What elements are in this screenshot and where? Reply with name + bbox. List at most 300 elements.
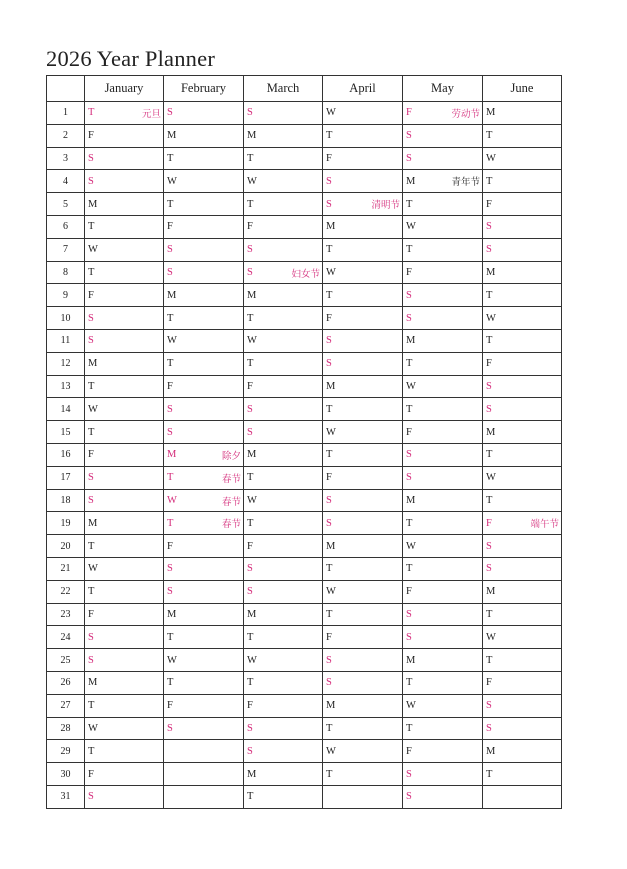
table-row	[47, 535, 562, 558]
day-cell	[164, 352, 244, 375]
weekday-letter: S	[406, 152, 412, 164]
day-cell	[483, 557, 562, 580]
day-cell	[323, 238, 403, 261]
day-cell	[85, 307, 164, 330]
weekday-letter: W	[326, 745, 336, 757]
weekday-letter: M	[406, 175, 416, 187]
weekday-letter: S	[486, 403, 492, 415]
day-cell	[323, 785, 403, 808]
day-cell	[164, 170, 244, 193]
weekday-letter: T	[247, 152, 254, 164]
day-cell	[403, 649, 483, 672]
day-cell	[403, 421, 483, 444]
day-cell	[483, 535, 562, 558]
weekday-letter: F	[486, 358, 492, 370]
weekday-letter: M	[88, 677, 98, 689]
day-number: 20	[47, 535, 85, 558]
weekday-letter: T	[247, 358, 254, 370]
holiday-label: 除夕	[221, 450, 241, 462]
weekday-letter: T	[167, 472, 174, 484]
day-cell	[403, 557, 483, 580]
day-cell	[483, 466, 562, 489]
day-cell	[164, 740, 244, 763]
day-cell	[85, 284, 164, 307]
table-row	[47, 147, 562, 170]
day-cell	[403, 375, 483, 398]
day-cell	[323, 603, 403, 626]
day-cell	[85, 603, 164, 626]
day-cell	[483, 215, 562, 238]
day-cell	[244, 398, 323, 421]
day-cell	[164, 307, 244, 330]
day-number: 31	[47, 785, 85, 808]
day-cell	[483, 580, 562, 603]
weekday-letter: S	[406, 631, 412, 643]
day-number: 15	[47, 421, 85, 444]
weekday-letter: M	[247, 289, 257, 301]
weekday-letter: M	[88, 517, 98, 529]
day-number: 14	[47, 398, 85, 421]
weekday-letter: T	[247, 312, 254, 324]
table-row	[47, 102, 562, 125]
table-row	[47, 489, 562, 512]
weekday-letter: T	[167, 517, 174, 529]
day-cell	[403, 443, 483, 466]
day-cell	[85, 671, 164, 694]
weekday-letter: T	[486, 335, 493, 347]
day-cell	[85, 193, 164, 216]
day-number: 6	[47, 215, 85, 238]
day-cell	[85, 238, 164, 261]
day-cell	[323, 147, 403, 170]
weekday-letter: F	[247, 380, 253, 392]
day-cell	[403, 626, 483, 649]
weekday-letter: T	[88, 745, 95, 757]
day-cell	[323, 170, 403, 193]
weekday-letter: T	[406, 563, 413, 575]
table-row	[47, 170, 562, 193]
day-cell	[85, 329, 164, 352]
day-cell	[323, 421, 403, 444]
day-cell	[323, 443, 403, 466]
weekday-letter: S	[486, 244, 492, 256]
weekday-letter: S	[247, 722, 253, 734]
day-cell	[483, 398, 562, 421]
weekday-letter: F	[406, 586, 412, 598]
day-cell	[85, 489, 164, 512]
table-row	[47, 512, 562, 535]
day-cell	[403, 580, 483, 603]
day-cell	[244, 170, 323, 193]
weekday-letter: M	[326, 700, 336, 712]
day-cell	[244, 603, 323, 626]
weekday-letter: M	[247, 608, 257, 620]
weekday-letter: F	[167, 221, 173, 233]
day-number: 5	[47, 193, 85, 216]
weekday-letter: T	[486, 768, 493, 780]
day-cell	[244, 535, 323, 558]
day-cell	[244, 147, 323, 170]
weekday-letter: F	[247, 700, 253, 712]
weekday-letter: T	[247, 791, 254, 803]
weekday-letter: S	[88, 335, 94, 347]
day-cell	[244, 193, 323, 216]
day-cell	[403, 147, 483, 170]
day-cell	[323, 284, 403, 307]
day-cell	[403, 785, 483, 808]
day-cell	[483, 649, 562, 672]
day-cell	[244, 215, 323, 238]
day-cell	[244, 238, 323, 261]
day-number: 11	[47, 329, 85, 352]
weekday-letter: M	[486, 266, 496, 278]
weekday-letter: F	[486, 677, 492, 689]
day-cell	[164, 193, 244, 216]
weekday-letter: S	[167, 403, 173, 415]
weekday-letter: T	[326, 722, 333, 734]
weekday-letter: M	[88, 358, 98, 370]
day-cell	[323, 512, 403, 535]
day-number: 22	[47, 580, 85, 603]
month-header: February	[164, 76, 244, 102]
weekday-letter: T	[326, 130, 333, 142]
weekday-letter: T	[247, 677, 254, 689]
day-cell	[483, 124, 562, 147]
weekday-letter: F	[486, 517, 492, 529]
weekday-letter: S	[88, 175, 94, 187]
day-cell	[164, 671, 244, 694]
day-cell	[323, 717, 403, 740]
day-cell	[244, 557, 323, 580]
day-cell	[483, 284, 562, 307]
weekday-letter: M	[88, 198, 98, 210]
day-cell	[483, 603, 562, 626]
weekday-letter: S	[326, 494, 332, 506]
table-row	[47, 443, 562, 466]
day-cell	[244, 102, 323, 125]
table-row	[47, 215, 562, 238]
weekday-letter: T	[406, 722, 413, 734]
day-number: 19	[47, 512, 85, 535]
table-row	[47, 557, 562, 580]
day-cell	[403, 307, 483, 330]
weekday-letter: T	[167, 198, 174, 210]
day-cell	[164, 717, 244, 740]
day-cell	[403, 352, 483, 375]
weekday-letter: S	[247, 426, 253, 438]
day-cell	[403, 215, 483, 238]
day-cell	[85, 352, 164, 375]
weekday-letter: S	[247, 266, 253, 278]
day-cell	[323, 535, 403, 558]
weekday-letter: M	[406, 494, 416, 506]
day-cell	[483, 421, 562, 444]
day-cell	[85, 443, 164, 466]
day-cell	[244, 785, 323, 808]
weekday-letter: F	[167, 380, 173, 392]
day-cell	[85, 763, 164, 786]
weekday-letter: S	[167, 563, 173, 575]
weekday-letter: S	[247, 586, 253, 598]
month-header: June	[483, 76, 562, 102]
day-cell	[85, 626, 164, 649]
table-row	[47, 671, 562, 694]
day-cell	[403, 603, 483, 626]
weekday-letter: S	[486, 563, 492, 575]
weekday-letter: S	[88, 631, 94, 643]
day-cell	[164, 443, 244, 466]
weekday-letter: T	[167, 677, 174, 689]
day-cell	[164, 102, 244, 125]
weekday-letter: F	[406, 426, 412, 438]
weekday-letter: S	[247, 244, 253, 256]
day-number: 26	[47, 671, 85, 694]
day-cell	[164, 557, 244, 580]
weekday-letter: S	[247, 563, 253, 575]
day-cell	[323, 398, 403, 421]
weekday-letter: W	[486, 312, 496, 324]
weekday-letter: T	[88, 266, 95, 278]
weekday-letter: S	[486, 540, 492, 552]
day-cell	[85, 512, 164, 535]
day-cell	[483, 489, 562, 512]
day-cell	[164, 329, 244, 352]
day-cell	[244, 466, 323, 489]
day-cell	[164, 215, 244, 238]
weekday-letter: T	[486, 289, 493, 301]
table-row	[47, 307, 562, 330]
table-row	[47, 352, 562, 375]
weekday-letter: T	[88, 426, 95, 438]
weekday-letter: M	[167, 289, 177, 301]
weekday-letter: W	[486, 472, 496, 484]
weekday-letter: S	[247, 403, 253, 415]
day-number: 8	[47, 261, 85, 284]
day-cell	[164, 375, 244, 398]
weekday-letter: M	[247, 130, 257, 142]
day-cell	[483, 626, 562, 649]
day-cell	[85, 466, 164, 489]
weekday-letter: S	[406, 130, 412, 142]
day-cell	[483, 717, 562, 740]
day-cell	[403, 489, 483, 512]
weekday-letter: F	[167, 700, 173, 712]
table-row	[47, 717, 562, 740]
day-cell	[483, 261, 562, 284]
weekday-letter: F	[326, 472, 332, 484]
day-cell	[244, 284, 323, 307]
day-cell	[85, 649, 164, 672]
day-cell	[483, 170, 562, 193]
weekday-letter: M	[326, 221, 336, 233]
day-cell	[403, 124, 483, 147]
day-number: 2	[47, 124, 85, 147]
day-cell	[164, 398, 244, 421]
table-row	[47, 649, 562, 672]
day-cell	[85, 421, 164, 444]
weekday-letter: S	[406, 289, 412, 301]
weekday-letter: T	[486, 608, 493, 620]
weekday-letter: T	[88, 107, 95, 119]
day-cell	[85, 535, 164, 558]
day-number: 3	[47, 147, 85, 170]
table-row	[47, 603, 562, 626]
table-row	[47, 694, 562, 717]
day-cell	[323, 375, 403, 398]
weekday-letter: M	[326, 540, 336, 552]
weekday-letter: S	[406, 608, 412, 620]
weekday-letter: S	[326, 175, 332, 187]
header-row	[47, 76, 562, 102]
weekday-letter: W	[247, 175, 257, 187]
weekday-letter: T	[167, 631, 174, 643]
day-cell	[323, 466, 403, 489]
day-number: 16	[47, 443, 85, 466]
weekday-letter: S	[486, 722, 492, 734]
day-cell	[164, 512, 244, 535]
holiday-label: 清明节	[371, 200, 400, 212]
day-cell	[483, 352, 562, 375]
day-cell	[164, 261, 244, 284]
weekday-letter: S	[88, 654, 94, 666]
weekday-letter: S	[406, 768, 412, 780]
weekday-letter: M	[247, 449, 257, 461]
day-cell	[85, 580, 164, 603]
month-header: March	[244, 76, 323, 102]
weekday-letter: S	[88, 494, 94, 506]
weekday-letter: W	[326, 586, 336, 598]
holiday-label: 劳动节	[451, 109, 480, 120]
weekday-letter: T	[167, 312, 174, 324]
weekday-letter: S	[247, 107, 253, 119]
weekday-letter: S	[88, 791, 94, 803]
day-cell	[403, 398, 483, 421]
weekday-letter: S	[406, 472, 412, 484]
day-cell	[85, 147, 164, 170]
day-number: 1	[47, 102, 85, 125]
weekday-letter: S	[326, 654, 332, 666]
day-cell	[244, 375, 323, 398]
weekday-letter: M	[486, 426, 496, 438]
day-cell	[323, 626, 403, 649]
weekday-letter: T	[486, 130, 493, 142]
day-cell	[483, 512, 562, 535]
weekday-letter: F	[247, 540, 253, 552]
day-cell	[323, 307, 403, 330]
day-cell	[323, 557, 403, 580]
weekday-letter: T	[406, 517, 413, 529]
day-cell	[244, 740, 323, 763]
day-cell	[403, 102, 483, 125]
day-cell	[164, 124, 244, 147]
day-cell	[323, 580, 403, 603]
weekday-letter: T	[406, 244, 413, 256]
weekday-letter: M	[247, 768, 257, 780]
table-row	[47, 329, 562, 352]
weekday-letter: S	[326, 335, 332, 347]
weekday-letter: F	[88, 289, 94, 301]
day-number: 13	[47, 375, 85, 398]
day-cell	[244, 763, 323, 786]
weekday-letter: T	[326, 289, 333, 301]
weekday-letter: T	[167, 358, 174, 370]
day-number: 18	[47, 489, 85, 512]
day-cell	[323, 763, 403, 786]
day-cell	[164, 466, 244, 489]
table-row	[47, 375, 562, 398]
day-cell	[323, 329, 403, 352]
month-header: January	[85, 76, 164, 102]
weekday-letter: T	[326, 768, 333, 780]
day-number: 10	[47, 307, 85, 330]
day-cell	[403, 193, 483, 216]
weekday-letter: F	[88, 768, 94, 780]
weekday-letter: S	[167, 586, 173, 598]
weekday-letter: W	[247, 654, 257, 666]
weekday-letter: T	[247, 472, 254, 484]
weekday-letter: T	[88, 380, 95, 392]
weekday-letter: W	[88, 563, 98, 575]
day-cell	[323, 649, 403, 672]
day-cell	[403, 671, 483, 694]
day-cell	[244, 694, 323, 717]
weekday-letter: S	[247, 745, 253, 757]
day-cell	[85, 557, 164, 580]
weekday-letter: W	[326, 266, 336, 278]
weekday-letter: T	[406, 198, 413, 210]
day-cell	[85, 694, 164, 717]
weekday-letter: S	[167, 244, 173, 256]
day-cell	[85, 375, 164, 398]
holiday-label: 妇女节	[291, 268, 320, 280]
weekday-letter: F	[167, 540, 173, 552]
day-cell	[403, 740, 483, 763]
weekday-letter: S	[326, 358, 332, 370]
weekday-letter: M	[167, 608, 177, 620]
month-header: May	[403, 76, 483, 102]
day-cell	[403, 466, 483, 489]
day-number: 24	[47, 626, 85, 649]
weekday-letter: T	[486, 654, 493, 666]
table-row	[47, 580, 562, 603]
day-cell	[403, 238, 483, 261]
weekday-letter: F	[326, 152, 332, 164]
day-cell	[323, 102, 403, 125]
day-cell	[323, 740, 403, 763]
weekday-letter: W	[88, 722, 98, 734]
weekday-letter: T	[88, 586, 95, 598]
day-cell	[244, 512, 323, 535]
day-number: 25	[47, 649, 85, 672]
day-cell	[164, 763, 244, 786]
weekday-letter: S	[406, 791, 412, 803]
day-cell	[483, 193, 562, 216]
weekday-letter: W	[326, 107, 336, 119]
day-cell	[244, 329, 323, 352]
weekday-letter: T	[486, 449, 493, 461]
weekday-letter: W	[167, 175, 177, 187]
day-cell	[85, 261, 164, 284]
day-cell	[483, 443, 562, 466]
day-cell	[323, 193, 403, 216]
holiday-label: 春节	[221, 473, 241, 485]
day-cell	[244, 580, 323, 603]
table-row	[47, 261, 562, 284]
day-cell	[483, 307, 562, 330]
day-number: 30	[47, 763, 85, 786]
table-row	[47, 284, 562, 307]
weekday-letter: M	[486, 107, 496, 119]
